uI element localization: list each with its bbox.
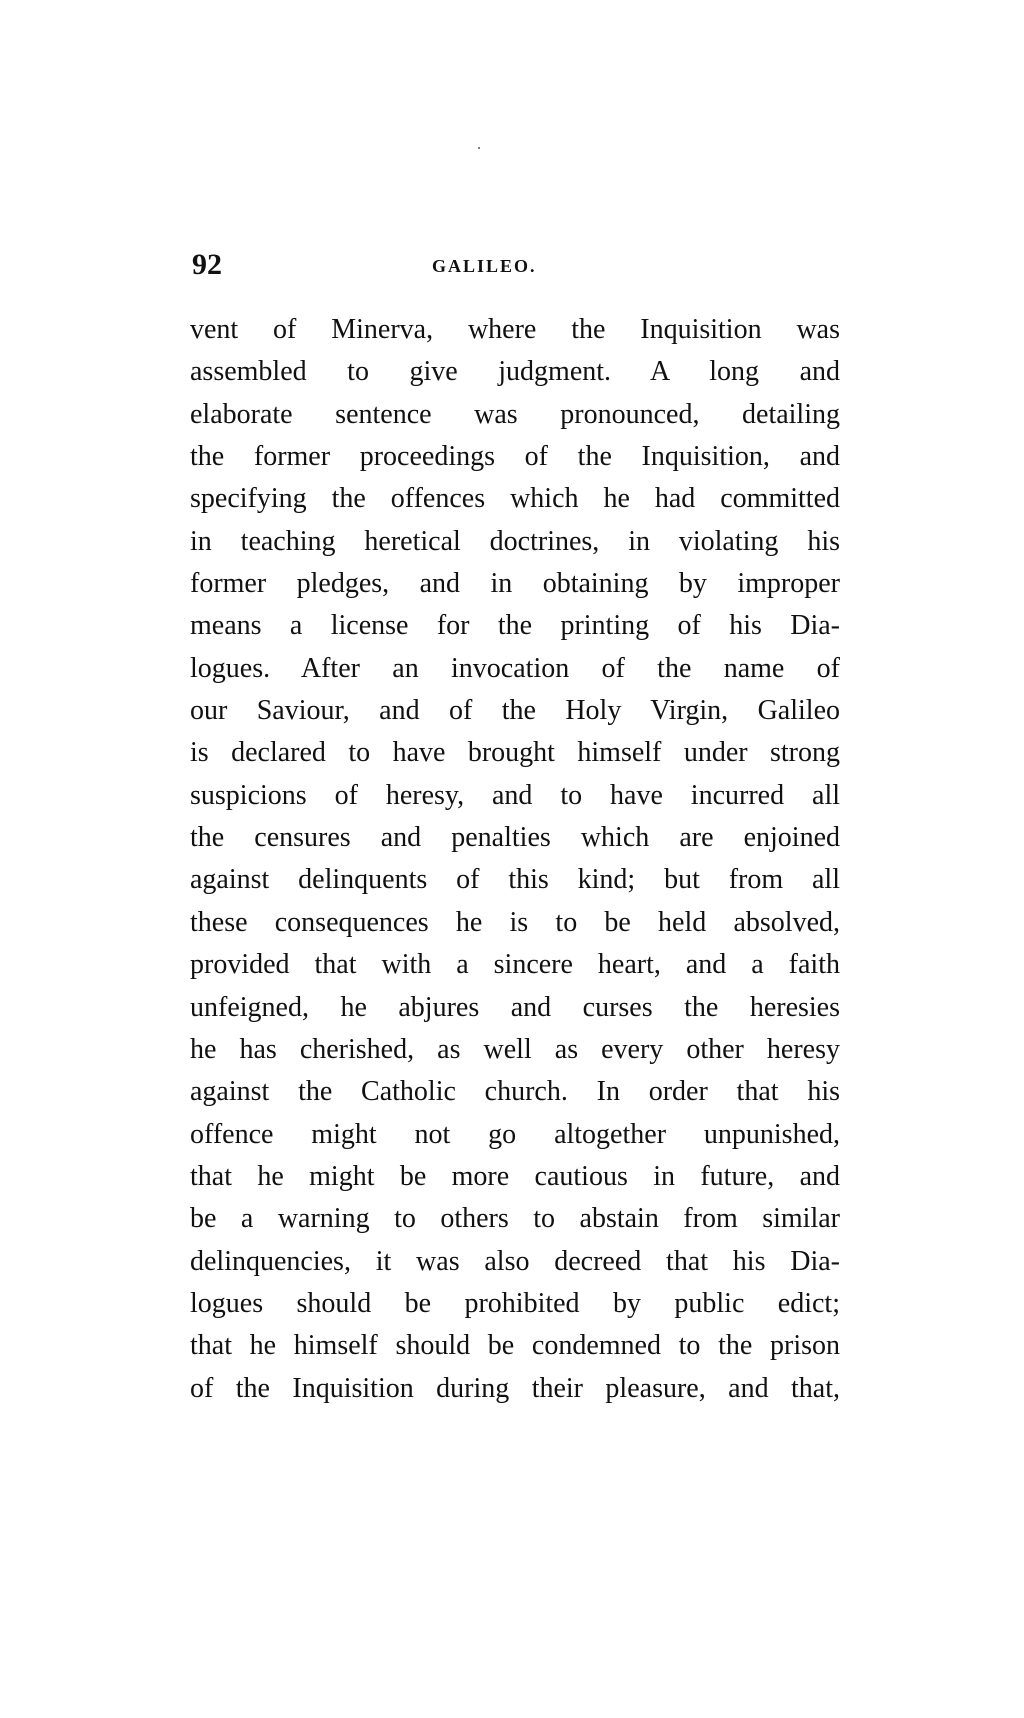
text-line: that he might be more cautious in future, and: [190, 1160, 840, 1192]
text-line: these consequences he is to be held absolved,: [190, 906, 840, 938]
text-line: provided that with a sincere heart, and a faith: [190, 949, 840, 981]
body-text: [190, 309, 840, 1410]
text-line: elaborate sentence was pronounced, detailing: [190, 398, 840, 430]
text-line: he has cherished, as well as every other heresy: [190, 1033, 840, 1065]
text-line: logues should be prohibited by public edict;: [190, 1287, 840, 1319]
text-line: the former proceedings of the Inquisition, and: [190, 441, 840, 473]
text-line: be a warning to others to abstain from similar: [190, 1203, 840, 1235]
text-line: the censures and penalties which are enjoined: [190, 822, 840, 854]
text-line: suspicions of heresy, and to have incurred all: [190, 779, 840, 811]
text-line: means a license for the printing of his Dia-: [190, 610, 840, 642]
text-line: is declared to have brought himself under strong: [190, 737, 840, 769]
text-line: against the Catholic church. In order that his: [190, 1076, 840, 1108]
text-line: our Saviour, and of the Holy Virgin, Galileo: [190, 695, 840, 727]
text-line: in teaching heretical doctrines, in violating his: [190, 525, 840, 557]
text-line: unfeigned, he abjures and curses the heresies: [190, 991, 840, 1023]
text-line: delinquencies, it was also decreed that his Dia-: [190, 1245, 840, 1277]
text-line: former pledges, and in obtaining by improper: [190, 568, 840, 600]
text-line: vent of Minerva, where the Inquisition was: [190, 314, 840, 345]
text-line: against delinquents of this kind; but from all: [190, 864, 840, 896]
text-line: of the Inquisition during their pleasure, and that,: [190, 1372, 840, 1404]
print-speck: [478, 147, 480, 149]
text-line: assembled to give judgment. A long and: [190, 356, 840, 388]
text-line: logues. After an invocation of the name of: [190, 652, 840, 684]
page-header: [192, 248, 840, 288]
text-line: that he himself should be condemned to the prison: [190, 1330, 840, 1362]
running-title: GALILEO.: [432, 256, 537, 276]
text-line: offence might not go altogether unpunished,: [190, 1118, 840, 1150]
text-line: specifying the offences which he had committed: [190, 483, 840, 515]
page-number: 92: [192, 248, 222, 281]
